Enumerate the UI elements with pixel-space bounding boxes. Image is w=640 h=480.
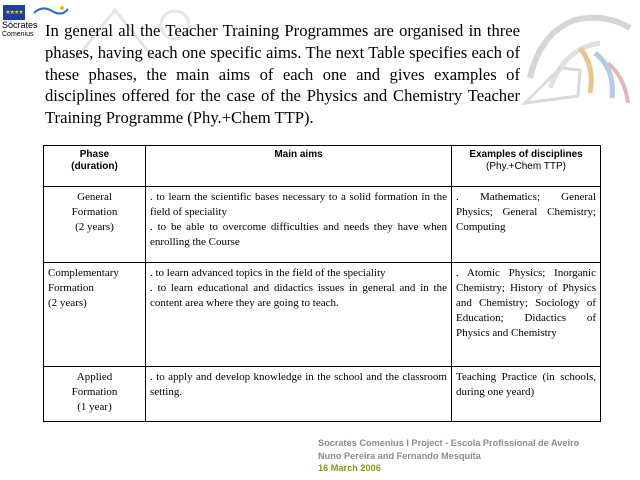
table-row: [44, 367, 601, 422]
footer-date: 16 March 2006: [318, 463, 381, 473]
aims-cell: . to apply and develop knowledge in the school and the classroom setting.: [146, 367, 452, 422]
disciplines-cell: . Mathematics; General Physics; General Chemistry; Computing: [452, 187, 601, 263]
school-logo-icon: [520, 8, 638, 118]
socrates-comenius-label: Sócrates Comenius: [2, 20, 38, 38]
aims-cell: . to learn advanced topics in the field of the speciality . to learn educational and didactics issues in general and in the content area where they are going to teach.: [146, 263, 452, 367]
footer-project: Socrates Comenius I Project - Escola Profissional de Aveiro: [318, 438, 580, 448]
phases-table: [43, 145, 601, 422]
table-row: [44, 187, 601, 263]
aims-cell: . to learn the scientific bases necessary to a solid formation in the field of speciality . to be able to overcome difficulties and needs they have when enrolling the Course: [146, 187, 452, 263]
header-disciplines: Examples of disciplines (Phy.+Chem TTP): [452, 146, 601, 187]
table-row: [44, 263, 601, 367]
eu-flag-icon: ★★★★: [3, 5, 25, 20]
header-phase: Phase (duration): [44, 146, 146, 187]
footer: [318, 437, 579, 475]
phase-cell: Complementary Formation (2 years): [44, 263, 146, 367]
table-header-row: [44, 146, 601, 187]
header-main-aims: Main aims: [146, 146, 452, 187]
phase-cell: General Formation (2 years): [44, 187, 146, 263]
disciplines-cell: Teaching Practice (in schools, during one yeard): [452, 367, 601, 422]
footer-authors: Nuno Pereira and Fernando Mesquita: [318, 450, 481, 461]
phase-cell: Applied Formation (1 year): [44, 367, 146, 422]
disciplines-cell: . Atomic Physics; Inorganic Chemistry; History of Physics and Chemistry; Sociology of Education; Didactics of Physics and Chemistry: [452, 263, 601, 367]
intro-paragraph: In general all the Teacher Training Programmes are organised in three phases, having each one specific aims. The next Table specifies each of these phases, the main aims of each one and gives examples of disciplines offered for the case of the Physics and Chemistry Teacher Training Programme (Phy.+Chem TTP).: [45, 21, 520, 128]
